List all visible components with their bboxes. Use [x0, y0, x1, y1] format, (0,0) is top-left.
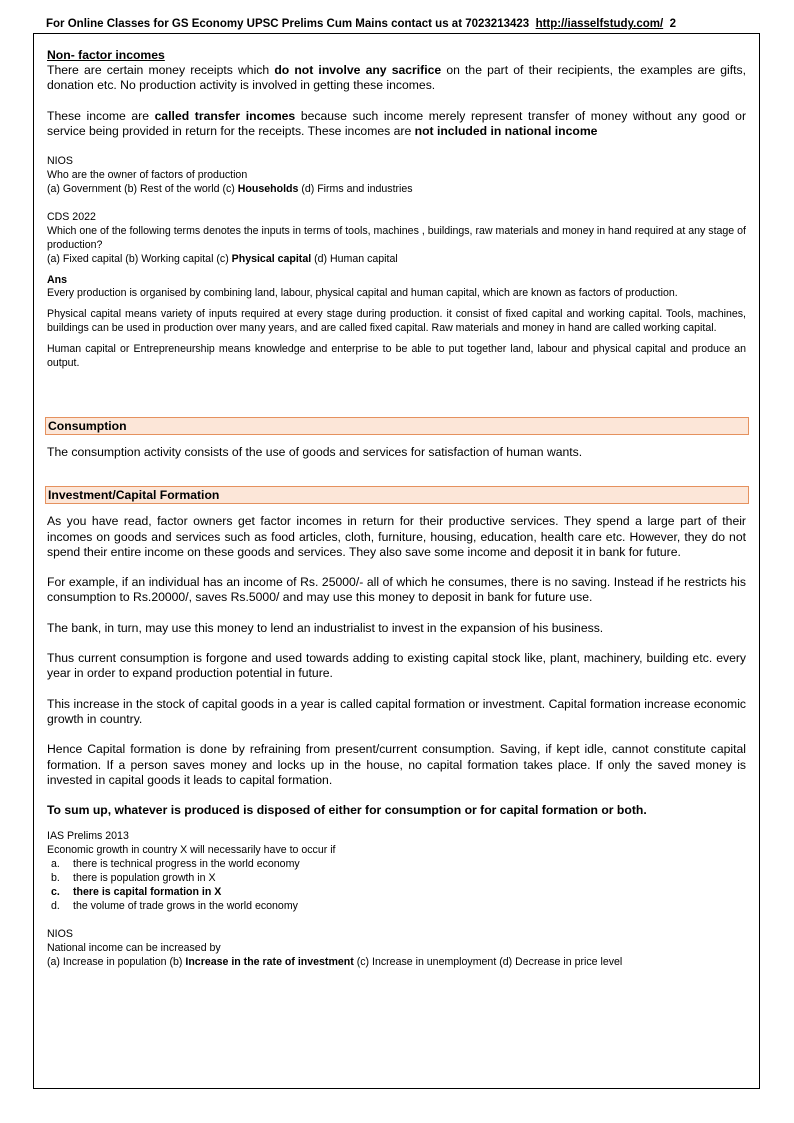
question-ias-2013 [47, 830, 746, 913]
question-source: NIOS [47, 155, 73, 168]
question-text: National income can be increased by [47, 941, 221, 954]
option-d: d. the volume of trade grows in the world economy [51, 899, 298, 912]
question-nios-2 [47, 928, 746, 970]
non-factor-title: Non- factor incomes [47, 48, 165, 62]
answer-para-1: Every production is organised by combining land, labour, physical capital and human capital, which are known as factors of production. [47, 287, 678, 300]
question-text: Which one of the following terms denotes the inputs in terms of tools, machines , buildings, raw materials and money in hand required at any stage of production? [47, 224, 746, 251]
option-c-answer: c. there is capital formation in X [51, 886, 222, 899]
question-text: Who are the owner of factors of production [47, 169, 248, 182]
website-link[interactable]: http://iasselfstudy.com/ [535, 18, 664, 30]
answer-block [47, 274, 746, 371]
consumption-para: The consumption activity consists of the use of goods and services for satisfaction of human wants. [47, 444, 583, 459]
question-nios-1 [47, 155, 746, 197]
question-source: NIOS [47, 927, 73, 940]
header-text: For Online Classes for GS Economy UPSC Prelims Cum Mains contact us at 7023213423 [46, 18, 530, 30]
question-options: (a) Government (b) Rest of the world (c) Households (d) Firms and industries [47, 183, 413, 195]
question-options: (a) Increase in population (b) Increase in the rate of investment (c) Increase in unemployment (d) Decrease in price level [47, 955, 623, 968]
option-b: b. there is population growth in X [51, 872, 216, 885]
investment-para-3: The bank, in turn, may use this money to lend an industrialist to invest in the expansion of his business. [47, 620, 604, 635]
investment-para-5: This increase in the stock of capital goods in a year is called capital formation or investment. Capital formation increase economic growth in country. [47, 696, 746, 726]
question-source: IAS Prelims 2013 [47, 830, 129, 843]
non-factor-para-1: There are certain money receipts which do not involve any sacrifice on the part of their recipients, the examples are gifts, donation etc. No production activity is involved in getting these incomes. [47, 63, 746, 93]
question-text: Economic growth in country X will necessarily have to occur if [47, 844, 336, 857]
answer-para-2: Physical capital means variety of inputs required at every stage during production. it consist of fixed capital and working capital. Tools, machines, buildings can be used in production over many years, and are called fixed capital. Raw materials and money in hand are called working capital. [47, 308, 746, 335]
summary-statement: To sum up, whatever is produced is disposed of either for consumption or for capital formation or both. [47, 803, 647, 818]
question-options [47, 858, 746, 914]
investment-para-6: Hence Capital formation is done by refraining from present/current consumption. Saving, if kept idle, cannot constitute capital formation. If a person saves money and locks up in the house, no capital formation takes place. If only the saved money is invested in capital goods it leads to capital formation. [47, 742, 746, 787]
non-factor-para-2: These income are called transfer incomes because such income merely represent transfer of money without any good or service being provided in return for the receipts. These incomes are not included in national income [47, 108, 746, 138]
investment-heading: Investment/Capital Formation [45, 486, 749, 504]
question-options: (a) Fixed capital (b) Working capital (c) Physical capital (d) Human capital [47, 252, 398, 265]
answer-label: Ans [47, 273, 68, 286]
investment-para-4: Thus current consumption is forgone and used towards adding to existing capital stock like, plant, machinery, building etc. every year in order to expand production potential in future. [47, 651, 746, 681]
question-source: CDS 2022 [47, 210, 96, 223]
consumption-heading: Consumption [45, 417, 749, 435]
page-header [46, 18, 676, 30]
question-cds-2022 [47, 211, 746, 267]
investment-para-1: As you have read, factor owners get factor incomes in return for their productive services. They spend a large part of their incomes on goods and services such as food articles, cloth, furniture, housing, education, health care etc. However, they do not spend their entire income on these goods and services. They also save some income and deposit it in bank for future. [47, 514, 746, 559]
page-number: 2 [669, 18, 676, 30]
answer-para-3: Human capital or Entrepreneurship means knowledge and enterprise to be able to put together land, labour and physical capital and produce an output. [47, 343, 746, 370]
option-a: a. there is technical progress in the world economy [51, 858, 300, 871]
page-content [47, 46, 746, 970]
investment-para-2: For example, if an individual has an income of Rs. 25000/- all of which he consumes, there is no saving. Instead if he restricts his consumption to Rs.20000/, saves Rs.5000/ and may use this money to deposit in bank for future use. [47, 575, 746, 605]
